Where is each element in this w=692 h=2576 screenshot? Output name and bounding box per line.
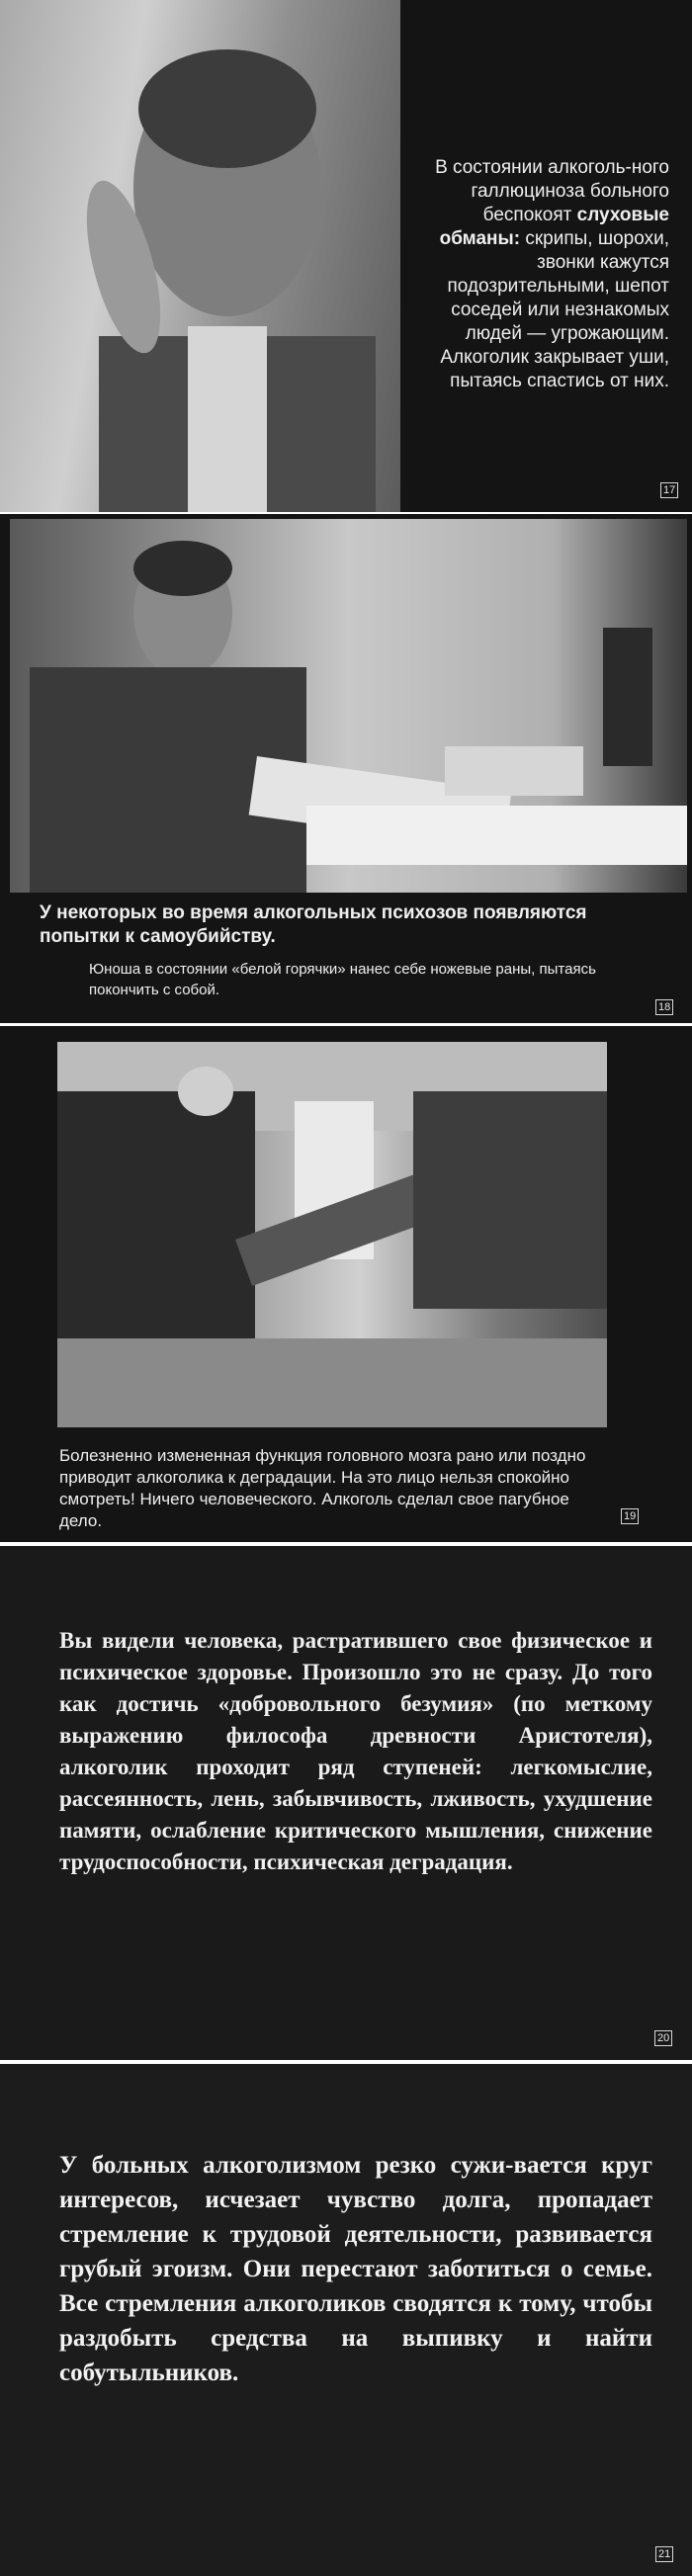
photo-illustration — [57, 1042, 607, 1427]
photo-illustration — [0, 0, 400, 512]
filmstrip-frame-18 — [0, 514, 692, 1023]
frame-21-text: У больных алкоголизмом резко сужи-вается круг интересов, исчезает чувство долга, пропадает стремление к трудовой деятельности, развивается грубый эгоизм. Они перестают заботиться о семье. Все стремления алкоголиков сводятся к тому, чтобы раздобыть средства на выпивку и найти собутыльников. — [59, 2152, 652, 2386]
frame-number: 20 — [654, 2030, 672, 2046]
photo-crowd-stretcher — [57, 1042, 607, 1427]
frame-number: 17 — [660, 482, 678, 498]
frame-18-lead: У некоторых во время алкогольных психозов появляются попытки к самоубийству. — [40, 902, 587, 947]
photo-illustration — [10, 519, 687, 893]
filmstrip-frame-17 — [0, 0, 692, 512]
photo-young-man-bandaged-arm — [10, 519, 687, 893]
filmstrip-frame-19 — [0, 1026, 692, 1542]
caption-emphasis: слуховые обманы: — [439, 205, 669, 249]
caption-text: В состоянии алкоголь-ного галлюциноза больного беспокоят — [435, 157, 669, 225]
filmstrip-frame-20 — [0, 1546, 692, 2060]
caption-text: скрипы, шорохи, звонки кажутся подозрительными, шепот соседей или незнакомых людей — угрожающим. Алкоголик закрывает уши, пытаясь спастись от них. — [440, 228, 669, 391]
frame-number: 19 — [621, 1508, 639, 1524]
frame-number: 18 — [655, 999, 673, 1015]
frame-19-caption: Болезненно измененная функция головного мозга рано или поздно приводит алкоголика к деградации. На это лицо нельзя спокойно смотреть! Ничего человеческого. Алкоголь сделал свое пагубное дело. — [59, 1446, 586, 1530]
frame-number: 21 — [655, 2546, 673, 2562]
frame-18-subcaption: Юноша в состоянии «белой горячки» нанес себе ножевые раны, пытаясь покончить с собой. — [89, 961, 596, 998]
frame-17-caption — [410, 156, 669, 393]
filmstrip-frame-21 — [0, 2064, 692, 2576]
frame-20-text: Вы видели человека, растратившего свое физическое и психическое здоровье. Произошло это не сразу. До того как достичь «добровольного безумия» (по меткому выражению философа древности Аристотеля), алкоголик проходит ряд ступеней: легкомыслие, рассеянность, лень, забывчивость, лживость, ухудшение памяти, ослабление критического мышления, снижение трудоспособности, психическая деградация. — [59, 1628, 652, 1874]
photo-man-covering-ear — [0, 0, 400, 512]
